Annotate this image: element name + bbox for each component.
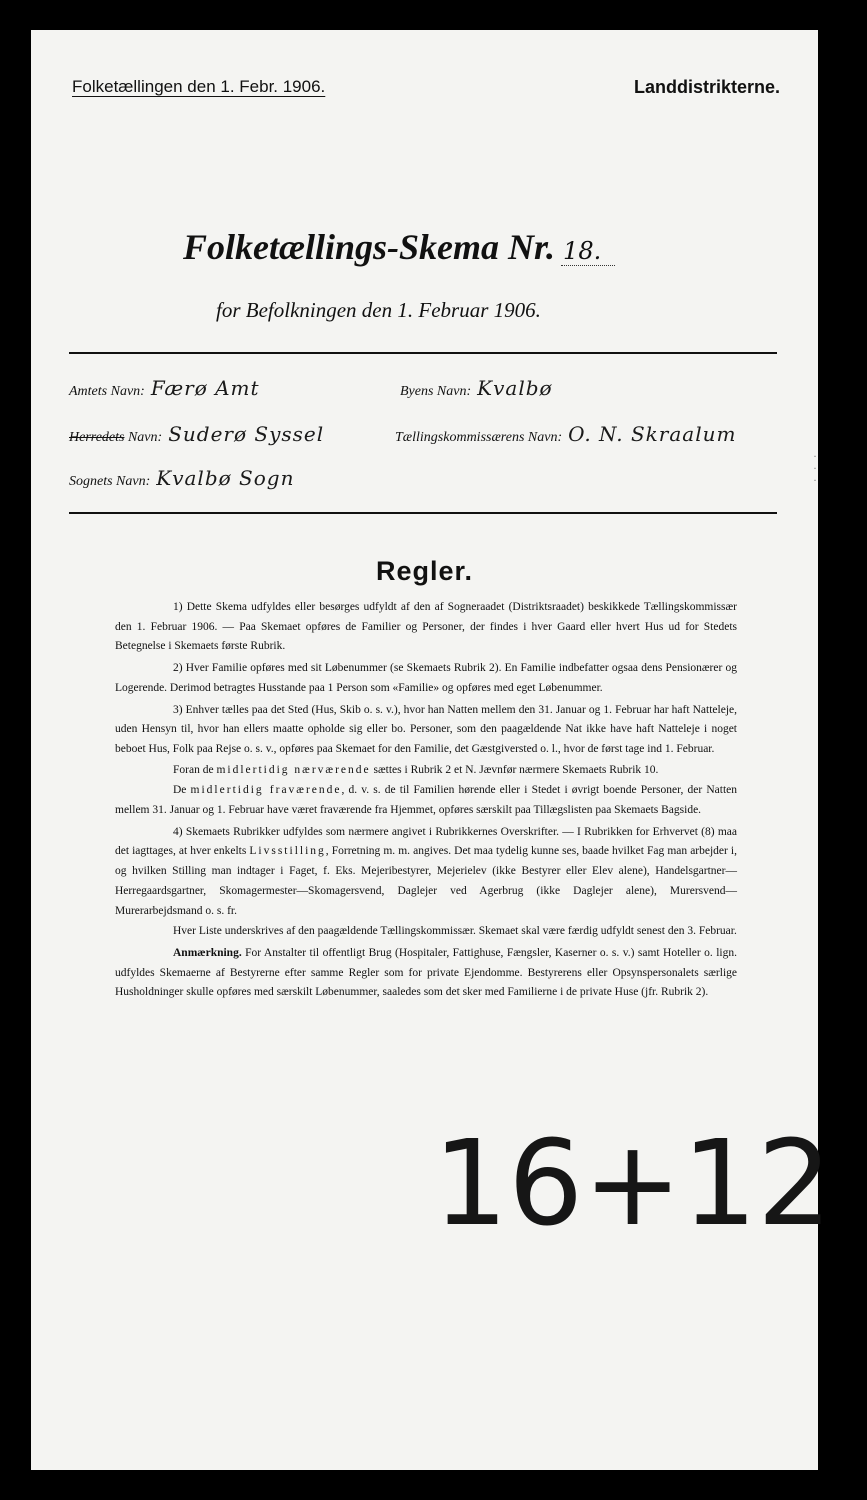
form-number: 18.	[561, 237, 615, 266]
handwritten-count-text: 16+12	[433, 1114, 833, 1252]
annotation-label: Anmærkning.	[173, 946, 242, 959]
rule-3c-post: , d. v. s. de til Familien hørende eller i Stedet i øvrigt boende Personer, der Natten mellem 31. Januar og 1. Februar have været fraværende fra Hjemmet, opføres særskilt paa Tillægslisten paa Skemaets Bagside.	[115, 784, 737, 817]
amt-field	[69, 376, 260, 400]
form-title-text: Folketællings-Skema Nr.	[183, 227, 556, 267]
rule-paragraph-1: 1) Dette Skema udfyldes eller besørges udfyldt af den af Sogneraadet (Distriktsraadet) beskikkede Tællingskommissær den 1. Februar 1906. — Paa Skemaet opføres de Familier og Personer, der findes i hver Gaard eller hvert Hus ud for Stedets Betegnelse i Skemaets første Rubrik.	[115, 601, 737, 653]
herred-field	[69, 422, 324, 446]
kommissaer-value: O. N. Skraalum	[568, 422, 737, 446]
rules-text	[115, 598, 737, 1004]
kommissaer-field	[395, 422, 736, 446]
divider-top	[69, 352, 777, 354]
sogn-field	[69, 466, 294, 490]
herred-value: Suderø Syssel	[168, 422, 325, 446]
rule-paragraph-4	[115, 823, 737, 922]
rule-4-pre: 4) Skemaets Rubrikker udfyldes som nærmere angivet i Rubrikkernes Overskrifter. — I Rubrikken for Erhvervet (8) maa det iagttages, at hver enkelts	[115, 825, 737, 858]
rule-4-post: , Forretning m. m. angives. Det maa tydelig kunne ses, baade hvilket Fag man arbejder i, og hvilken Stilling man indtager i Faget, f. Eks. Mejeribestyrer, Mejerielev (ikke Bestyrer eller Elev alene), Handelsgartner—Herregaardsgartner, Skomagermester—Skomagersvend, Daglejer ved Agerbrug (ikke Daglejer alene), Murersvend—Murerarbejdsmand o. s. fr.	[115, 845, 737, 917]
rule-3c-spaced: midlertidig fraværende	[190, 784, 342, 797]
handwritten-count	[429, 1112, 833, 1252]
byens-label: Byens Navn:	[400, 384, 472, 399]
sogn-label: Sognets Navn:	[69, 474, 151, 489]
rule-3b-post: sættes i Rubrik 2 et N. Jævnfør nærmere Skemaets Rubrik 10.	[370, 763, 659, 776]
byens-value: Kvalbø	[477, 376, 553, 400]
amt-label: Amtets Navn:	[69, 384, 145, 399]
rule-3b-spaced: midlertidig nærværende	[216, 763, 371, 776]
rule-paragraph-3: 3) Enhver tælles paa det Sted (Hus, Skib o. s. v.), hvor han Natten mellem den 31. Januar og 1. Februar har haft Natteleje, uden Hensyn til, hvor han ellers maatte opholde sig eller bo. Personer, som den paagældende Nat ikke have haft Natteleje i noget beboet Hus, Folk paa Rejse o. s. v., opføres paa Skemaet for den Familie, det Gæstgiversted o. l., hvor de først tage ind 1. Februar.	[115, 703, 737, 755]
divider-bottom	[69, 512, 777, 514]
rules-heading: Regler.	[375, 556, 474, 586]
rule-3b-pre: Foran de	[173, 763, 217, 776]
byens-field	[400, 376, 553, 400]
rule-paragraph-3b	[115, 761, 737, 781]
rule-paragraph-3c	[115, 781, 737, 820]
herred-label-struck: Herredets	[69, 430, 125, 445]
form-subtitle: for Befolkningen den 1. Februar 1906.	[216, 298, 541, 322]
rule-4-spaced: Livsstilling	[249, 845, 326, 858]
sogn-value: Kvalbø Sogn	[156, 466, 295, 490]
rule-paragraph-2: 2) Hver Familie opføres med sit Løbenummer (se Skemaets Rubrik 2). En Familie indbefatter ogsaa dens Pensionærer og Logerende. Derimod betragtes Husstande paa 1 Person som «Familie» og opføres med eget Løbenummer.	[115, 662, 737, 694]
amt-value: Færø Amt	[150, 376, 260, 400]
annotation-paragraph	[115, 944, 737, 1003]
rule-paragraph-5: Hver Liste underskrives af den paagældende Tællingskommissær. Skemaet skal være færdig udfyldt senest den 3. Februar.	[173, 925, 737, 938]
herred-label: Navn:	[124, 430, 163, 445]
annotation-text: For Anstalter til offentligt Brug (Hospitaler, Fattighuse, Fængsler, Kaserner o. s. v.) samt Hoteller o. lign. udfyldes Skemaerne af Bestyrerne efter samme Regler som for private Ejendomme. Bestyrerens eller Opsynspersonalets særlige Husholdninger skulle opføres med særskilt Løbenummer, saaledes som det sker med Familierne i de private Huse (jfr. Rubrik 2).	[115, 946, 737, 999]
margin-dots: · · ·	[813, 449, 817, 487]
form-title	[183, 226, 615, 268]
census-form-page	[31, 30, 833, 1470]
census-header: Folketællingen den 1. Febr. 1906.	[72, 77, 326, 96]
kommissaer-label: Tællingskommissærens Navn:	[395, 430, 563, 445]
rule-3c-pre: De	[173, 784, 191, 797]
district-type-header: Landdistrikterne.	[633, 77, 780, 97]
